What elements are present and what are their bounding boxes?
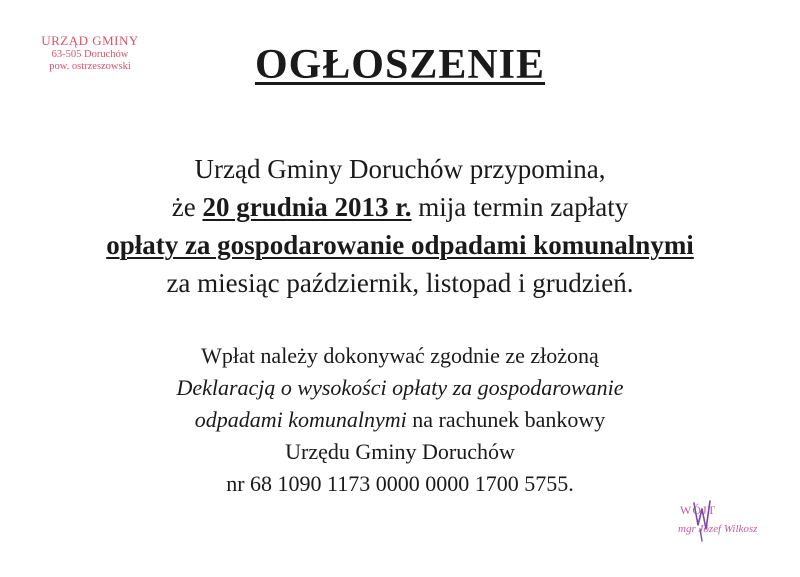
payment-line-3 bbox=[0, 404, 800, 436]
stamp-office-name: URZĄD GMINY bbox=[41, 33, 139, 48]
reminder-paragraph bbox=[0, 150, 800, 302]
stamp-county: pow. ostrzeszowski bbox=[49, 61, 131, 72]
deadline-date: 20 grudnia 2013 r. bbox=[202, 192, 412, 222]
bank-account-number: nr 68 1090 1173 0000 0000 1700 5755. bbox=[226, 471, 574, 496]
signature-name: mgr Józef Wilkosz bbox=[678, 523, 758, 535]
payment-line-1: Wpłat należy dokonywać zgodnie ze złożoną bbox=[201, 343, 599, 368]
fee-name: opłaty za gospodarowanie odpadami komunalnymi bbox=[106, 230, 694, 260]
payment-paragraph bbox=[0, 340, 800, 500]
reminder-line-2 bbox=[0, 188, 800, 226]
handwritten-signature bbox=[688, 495, 718, 545]
payment-line-2: Deklaracją o wysokości opłaty za gospodarowanie bbox=[176, 375, 624, 400]
payment-line-4: Urzędu Gminy Doruchów bbox=[285, 439, 515, 464]
signature-stamp bbox=[660, 495, 780, 555]
reminder-line-1: Urząd Gminy Doruchów przypomina, bbox=[194, 154, 606, 184]
stamp-address: 63-505 Doruchów bbox=[51, 48, 129, 60]
payment-line-3-post: na rachunek bankowy bbox=[406, 407, 606, 432]
reminder-line-3 bbox=[0, 226, 800, 264]
payment-line-3-italic: odpadami komunalnymi bbox=[194, 407, 407, 432]
announcement-title bbox=[0, 44, 800, 86]
reminder-line-2-pre: że bbox=[171, 192, 203, 222]
reminder-line-2-post: mija termin zapłaty bbox=[411, 192, 629, 222]
reminder-line-4: za miesiąc październik, listopad i grudzień. bbox=[166, 268, 634, 298]
signature-title: WÓJT bbox=[680, 503, 716, 517]
title-text: OGŁOSZENIE bbox=[254, 42, 546, 88]
